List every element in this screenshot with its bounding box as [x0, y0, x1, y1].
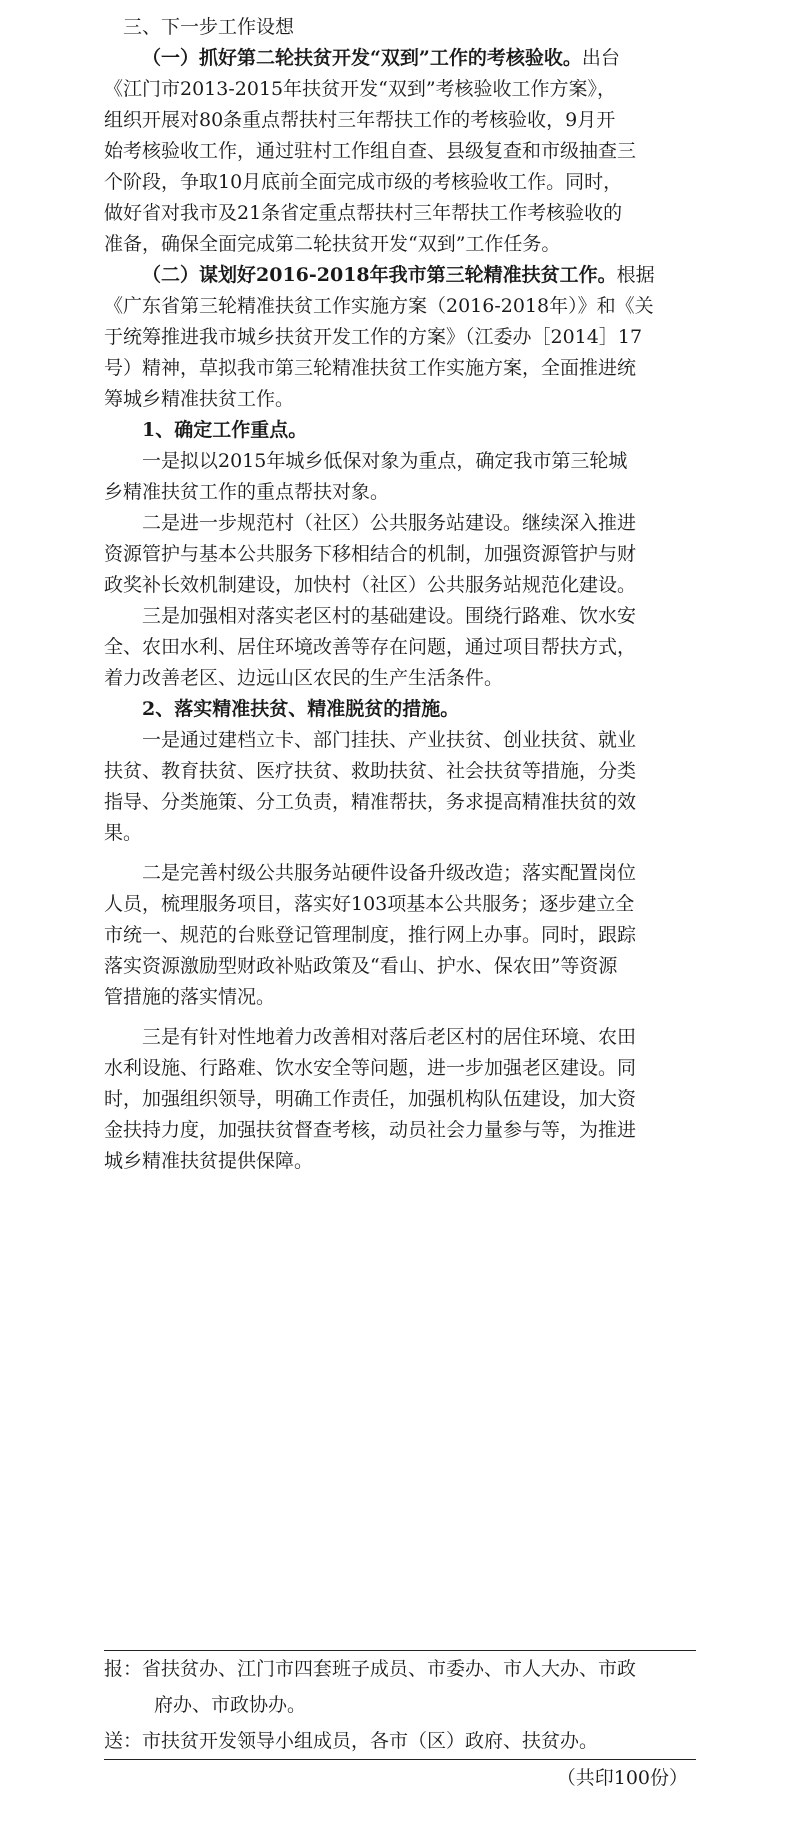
paragraph-line: 扶贫、教育扶贫、医疗扶贫、救助扶贫、社会扶贫等措施，分类 [104, 760, 637, 782]
paragraph-line: 个阶段，争取10月底前全面完成市级的考核验收工作。同时， [104, 171, 623, 193]
subsection-title: 1、确定工作重点。 [142, 419, 308, 441]
distribution-footer [104, 1650, 696, 1796]
paragraph-line: 人员，梳理服务项目，落实好103项基本公共服务；逐步建立全 [104, 893, 635, 915]
paragraph-line: 三是加强相对落实老区村的基础建设。围绕行路难、饮水安 [142, 605, 637, 627]
paragraph-line: 资源管护与基本公共服务下移相结合的机制，加强资源管护与财 [104, 543, 637, 565]
paragraph-plan [104, 260, 696, 415]
paragraph-line: 《江门市2013-2015年扶贫开发“双到”考核验收工作方案》， [104, 78, 617, 100]
paragraph-text: 根据 [616, 264, 655, 286]
print-copies: （共印100份） [556, 1767, 688, 1789]
paragraph-line: 落实资源激励型财政补贴政策及“看山、护水、保农田”等资源 [104, 955, 618, 977]
paragraph-line: 乡精准扶贫工作的重点帮扶对象。 [104, 481, 390, 503]
paragraph-line: 时，加强组织领导，明确工作责任，加强机构队伍建设，加大资 [104, 1088, 637, 1110]
subsection-title: 2、落实精准扶贫、精准脱贫的措施。 [142, 698, 460, 720]
paragraph-line: 做好省对我市及21条省定重点帮扶村三年帮扶工作考核验收的 [104, 202, 623, 224]
list-item [104, 1022, 696, 1177]
report-to-line: 报：省扶贫办、江门市四套班子成员、市委办、市人大办、市政 [104, 1658, 637, 1680]
list-item [104, 858, 696, 1013]
paragraph-line: 金扶持力度，加强扶贫督查考核，动员社会力量参与等，为推进 [104, 1119, 637, 1141]
paragraph-first-line [104, 260, 696, 291]
list-item [104, 508, 696, 601]
paragraph-line: 着力改善老区、边远山区农民的生产生活条件。 [104, 667, 504, 689]
paragraph-line: 筹城乡精准扶贫工作。 [104, 388, 295, 410]
document-body [104, 12, 696, 1177]
paragraph-line: 二是进一步规范村（社区）公共服务站建设。继续深入推进 [142, 512, 637, 534]
paragraph-line: 始考核验收工作，通过驻村工作组自查、县级复查和市级抽查三 [104, 140, 637, 162]
paragraph-line: 《广东省第三轮精准扶贫工作实施方案（2016-2018年）》和《关 [104, 295, 654, 317]
paragraph-heading: （二）谋划好2016-2018年我市第三轮精准扶贫工作。 [142, 264, 617, 286]
section-title: 三、下一步工作设想 [123, 16, 295, 38]
paragraph-line: 号）精神，草拟我市第三轮精准扶贫工作实施方案，全面推进统 [104, 357, 637, 379]
paragraph-line: 全、农田水利、居住环境改善等存在问题，通过项目帮扶方式， [104, 636, 637, 658]
paragraph-text: 出台 [581, 47, 620, 69]
paragraph-line: 于统筹推进我市城乡扶贫开发工作的方案》（江委办［2014］17 [104, 326, 643, 348]
paragraph-line: 管措施的落实情况。 [104, 986, 276, 1008]
paragraph-line: 一是拟以2015年城乡低保对象为重点，确定我市第三轮城 [142, 450, 628, 472]
report-to-line-continued: 府办、市政协办。 [154, 1694, 307, 1716]
paragraph-line: 二是完善村级公共服务站硬件设备升级改造；落实配置岗位 [142, 862, 637, 884]
list-item [104, 446, 696, 508]
paragraph-line: 准备，确保全面完成第二轮扶贫开发“双到”工作任务。 [104, 233, 561, 255]
paragraph-first-line [104, 43, 696, 74]
paragraph-line: 一是通过建档立卡、部门挂扶、产业扶贫、创业扶贫、就业 [142, 729, 637, 751]
paragraph-line: 果。 [104, 822, 143, 844]
list-item [104, 601, 696, 694]
paragraph-heading: （一）抓好第二轮扶贫开发“双到”工作的考核验收。 [142, 47, 582, 69]
paragraph-line: 组织开展对80条重点帮扶村三年帮扶工作的考核验收，9月开 [104, 109, 616, 131]
paragraph-line: 三是有针对性地着力改善相对落后老区村的居住环境、农田 [142, 1026, 637, 1048]
paragraph-line: 指导、分类施策、分工负责，精准帮扶，务求提高精准扶贫的效 [104, 791, 637, 813]
paragraph-line: 市统一、规范的台账登记管理制度，推行网上办事。同时，跟踪 [104, 924, 637, 946]
paragraph-assessment [104, 43, 696, 260]
list-item [104, 725, 696, 849]
paragraph-line: 政奖补长效机制建设，加快村（社区）公共服务站规范化建设。 [104, 574, 637, 596]
paragraph-line: 水利设施、行路难、饮水安全等问题，进一步加强老区建设。同 [104, 1057, 637, 1079]
paragraph-line: 城乡精准扶贫提供保障。 [104, 1150, 314, 1172]
send-to-line: 送：市扶贫开发领导小组成员，各市（区）政府、扶贫办。 [104, 1730, 599, 1752]
